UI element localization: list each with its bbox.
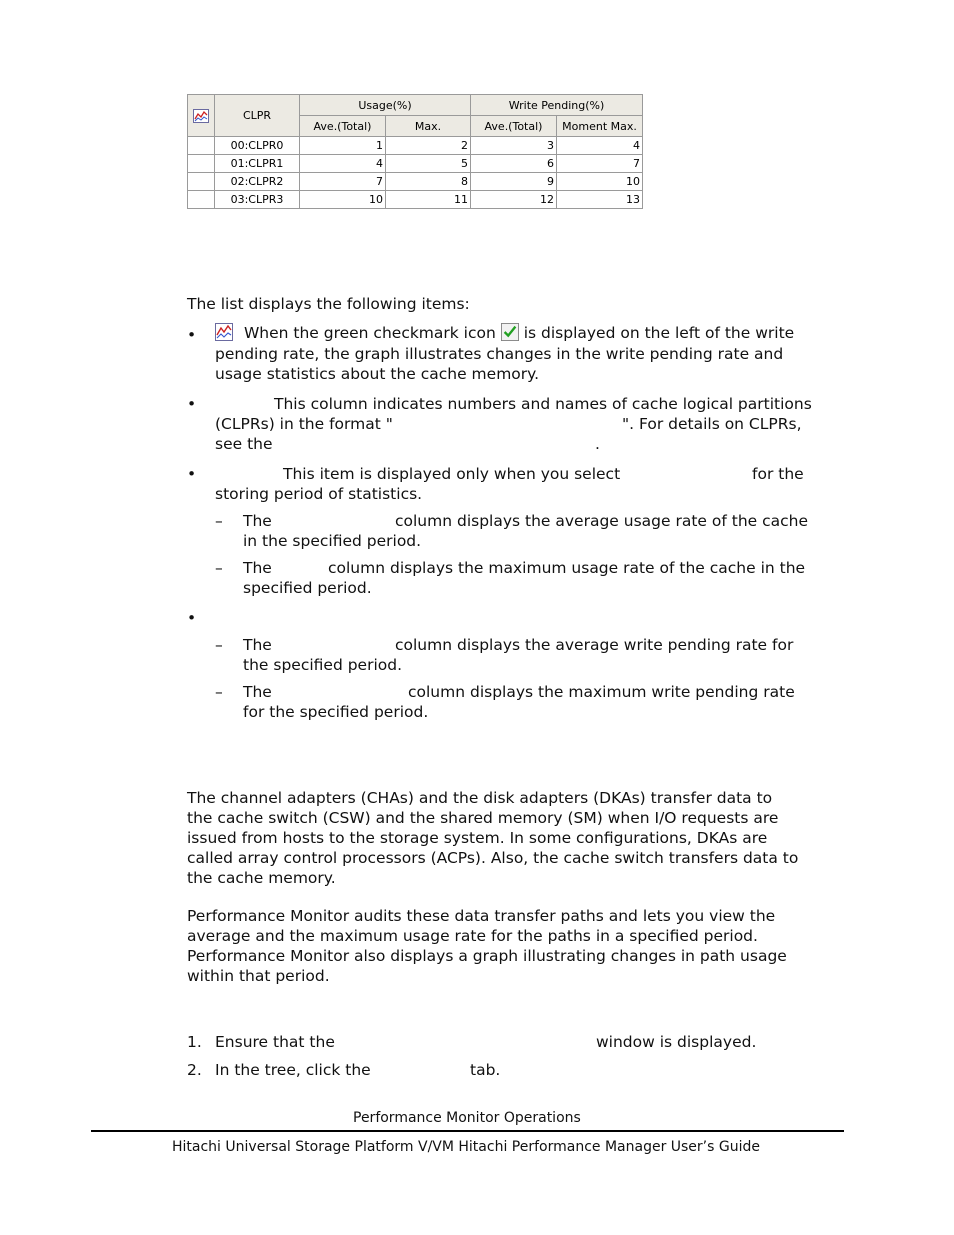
usage-ave-cell: 4 [300, 155, 386, 173]
bullet3-line2: storing period of statistics. [215, 485, 423, 503]
usage-max-cell: 11 [386, 191, 471, 209]
clpr-cell: 00:CLPR0 [215, 137, 300, 155]
dash-marker: – [215, 512, 223, 530]
bullet-marker: • [187, 465, 197, 483]
table-row[interactable] [188, 191, 643, 209]
sub2-the: The [243, 559, 272, 577]
usage-max-header[interactable]: Max. [386, 116, 471, 137]
bullet-graph-item [215, 323, 855, 343]
bullet2-line2a: (CLPRs) in the format " [215, 415, 393, 433]
table-row[interactable] [188, 173, 643, 191]
bullet-marker: • [187, 609, 197, 627]
dash-marker: – [215, 683, 223, 701]
paragraph-line: issued from hosts to the storage system. In some configurations, DKAs are [187, 829, 768, 847]
usage-max-cell: 2 [386, 137, 471, 155]
wp-max-cell: 13 [557, 191, 643, 209]
paragraph-line: The channel adapters (CHAs) and the disk adapters (DKAs) transfer data to [187, 789, 773, 807]
table-row[interactable] [188, 137, 643, 155]
wp-ave-cell: 3 [471, 137, 557, 155]
table-row[interactable] [188, 155, 643, 173]
wp-ave-header[interactable]: Ave.(Total) [471, 116, 557, 137]
wp-ave-cell: 9 [471, 173, 557, 191]
step1-text-a: Ensure that the [215, 1033, 335, 1051]
step-number: 1. [187, 1033, 202, 1051]
usage-max-cell: 8 [386, 173, 471, 191]
bullet1-line3: usage statistics about the cache memory. [215, 365, 540, 383]
sub4-the: The [243, 683, 272, 701]
step2-text-a: In the tree, click the [215, 1061, 371, 1079]
paragraph-line: Performance Monitor also displays a graph illustrating changes in path usage [187, 947, 787, 965]
bullet2-line2b: ". For details on CLPRs, [622, 415, 802, 433]
bullet1-line2: pending rate, the graph illustrates changes in the write pending rate and [215, 345, 784, 363]
bullet2-line3b: . [595, 435, 600, 453]
bullet3-line1a: This item is displayed only when you select [283, 465, 621, 483]
clpr-cell: 01:CLPR1 [215, 155, 300, 173]
paragraph-data-paths [187, 788, 798, 888]
wp-moment-max-header[interactable]: Moment Max. [557, 116, 643, 137]
footer-section-title: Performance Monitor Operations [353, 1110, 581, 1126]
bullet2-line1: This column indicates numbers and names of cache logical partitions [274, 395, 812, 413]
sub1-rest: column displays the average usage rate of the cache [395, 512, 809, 530]
usage-ave-cell: 1 [300, 137, 386, 155]
bullet1-text-a: When the green checkmark icon [243, 324, 496, 342]
paragraph-line: within that period. [187, 967, 330, 985]
step2-text-b: tab. [470, 1061, 501, 1079]
graph-column-header[interactable] [188, 95, 215, 137]
paragraph-line: the cache memory. [187, 869, 336, 887]
sub1-the: The [243, 512, 272, 530]
green-checkmark-icon [501, 323, 519, 341]
paragraph-line: the cache switch (CSW) and the shared memory (SM) when I/O requests are [187, 809, 779, 827]
graph-cell[interactable] [188, 173, 215, 191]
bullet2-line3a: see the [215, 435, 273, 453]
wp-max-cell: 10 [557, 173, 643, 191]
paragraph-line: Performance Monitor audits these data transfer paths and lets you view the [187, 907, 776, 925]
step-number: 2. [187, 1061, 202, 1079]
bullet-marker: • [187, 395, 197, 413]
clpr-cell: 03:CLPR3 [215, 191, 300, 209]
sub4-rest: column displays the maximum write pending rate [408, 683, 795, 701]
usage-ave-cell: 10 [300, 191, 386, 209]
usage-ave-cell: 7 [300, 173, 386, 191]
dash-marker: – [215, 636, 223, 654]
write-pending-group-header: Write Pending(%) [471, 95, 643, 116]
intro-text: The list displays the following items: [187, 295, 470, 313]
step1-text-b: window is displayed. [596, 1033, 757, 1051]
paragraph-performance-monitor [187, 906, 787, 986]
bullet1-text-b: is displayed on the left of the write [523, 324, 795, 342]
wp-max-cell: 4 [557, 137, 643, 155]
graph-cell[interactable] [188, 155, 215, 173]
usage-group-header: Usage(%) [300, 95, 471, 116]
sub4-line2: for the specified period. [243, 703, 429, 721]
usage-max-cell: 5 [386, 155, 471, 173]
dash-marker: – [215, 559, 223, 577]
wp-max-cell: 7 [557, 155, 643, 173]
graph-cell[interactable] [188, 191, 215, 209]
clpr-column-header[interactable]: CLPR [215, 95, 300, 137]
graph-icon [193, 109, 209, 123]
sub2-rest: column displays the maximum usage rate of the cache in the [328, 559, 806, 577]
bullet3-line1b: for the [752, 465, 804, 483]
wp-ave-cell: 12 [471, 191, 557, 209]
usage-ave-header[interactable]: Ave.(Total) [300, 116, 386, 137]
sub3-rest: column displays the average write pending rate for [395, 636, 794, 654]
sub2-line2: specified period. [243, 579, 372, 597]
sub3-line2: the specified period. [243, 656, 403, 674]
clpr-cache-table [187, 94, 643, 209]
wp-ave-cell: 6 [471, 155, 557, 173]
footer-guide-title: Hitachi Universal Storage Platform V/VM Hitachi Performance Manager User’s Guide [172, 1139, 760, 1155]
clpr-cell: 02:CLPR2 [215, 173, 300, 191]
paragraph-line: called array control processors (ACPs). Also, the cache switch transfers data to [187, 849, 799, 867]
paragraph-line: average and the maximum usage rate for the paths in a specified period. [187, 927, 758, 945]
graph-cell[interactable] [188, 137, 215, 155]
sub3-the: The [243, 636, 272, 654]
graph-icon [215, 323, 233, 341]
footer-divider [91, 1130, 844, 1132]
bullet-marker: • [187, 326, 197, 344]
sub1-line2: in the specified period. [243, 532, 422, 550]
